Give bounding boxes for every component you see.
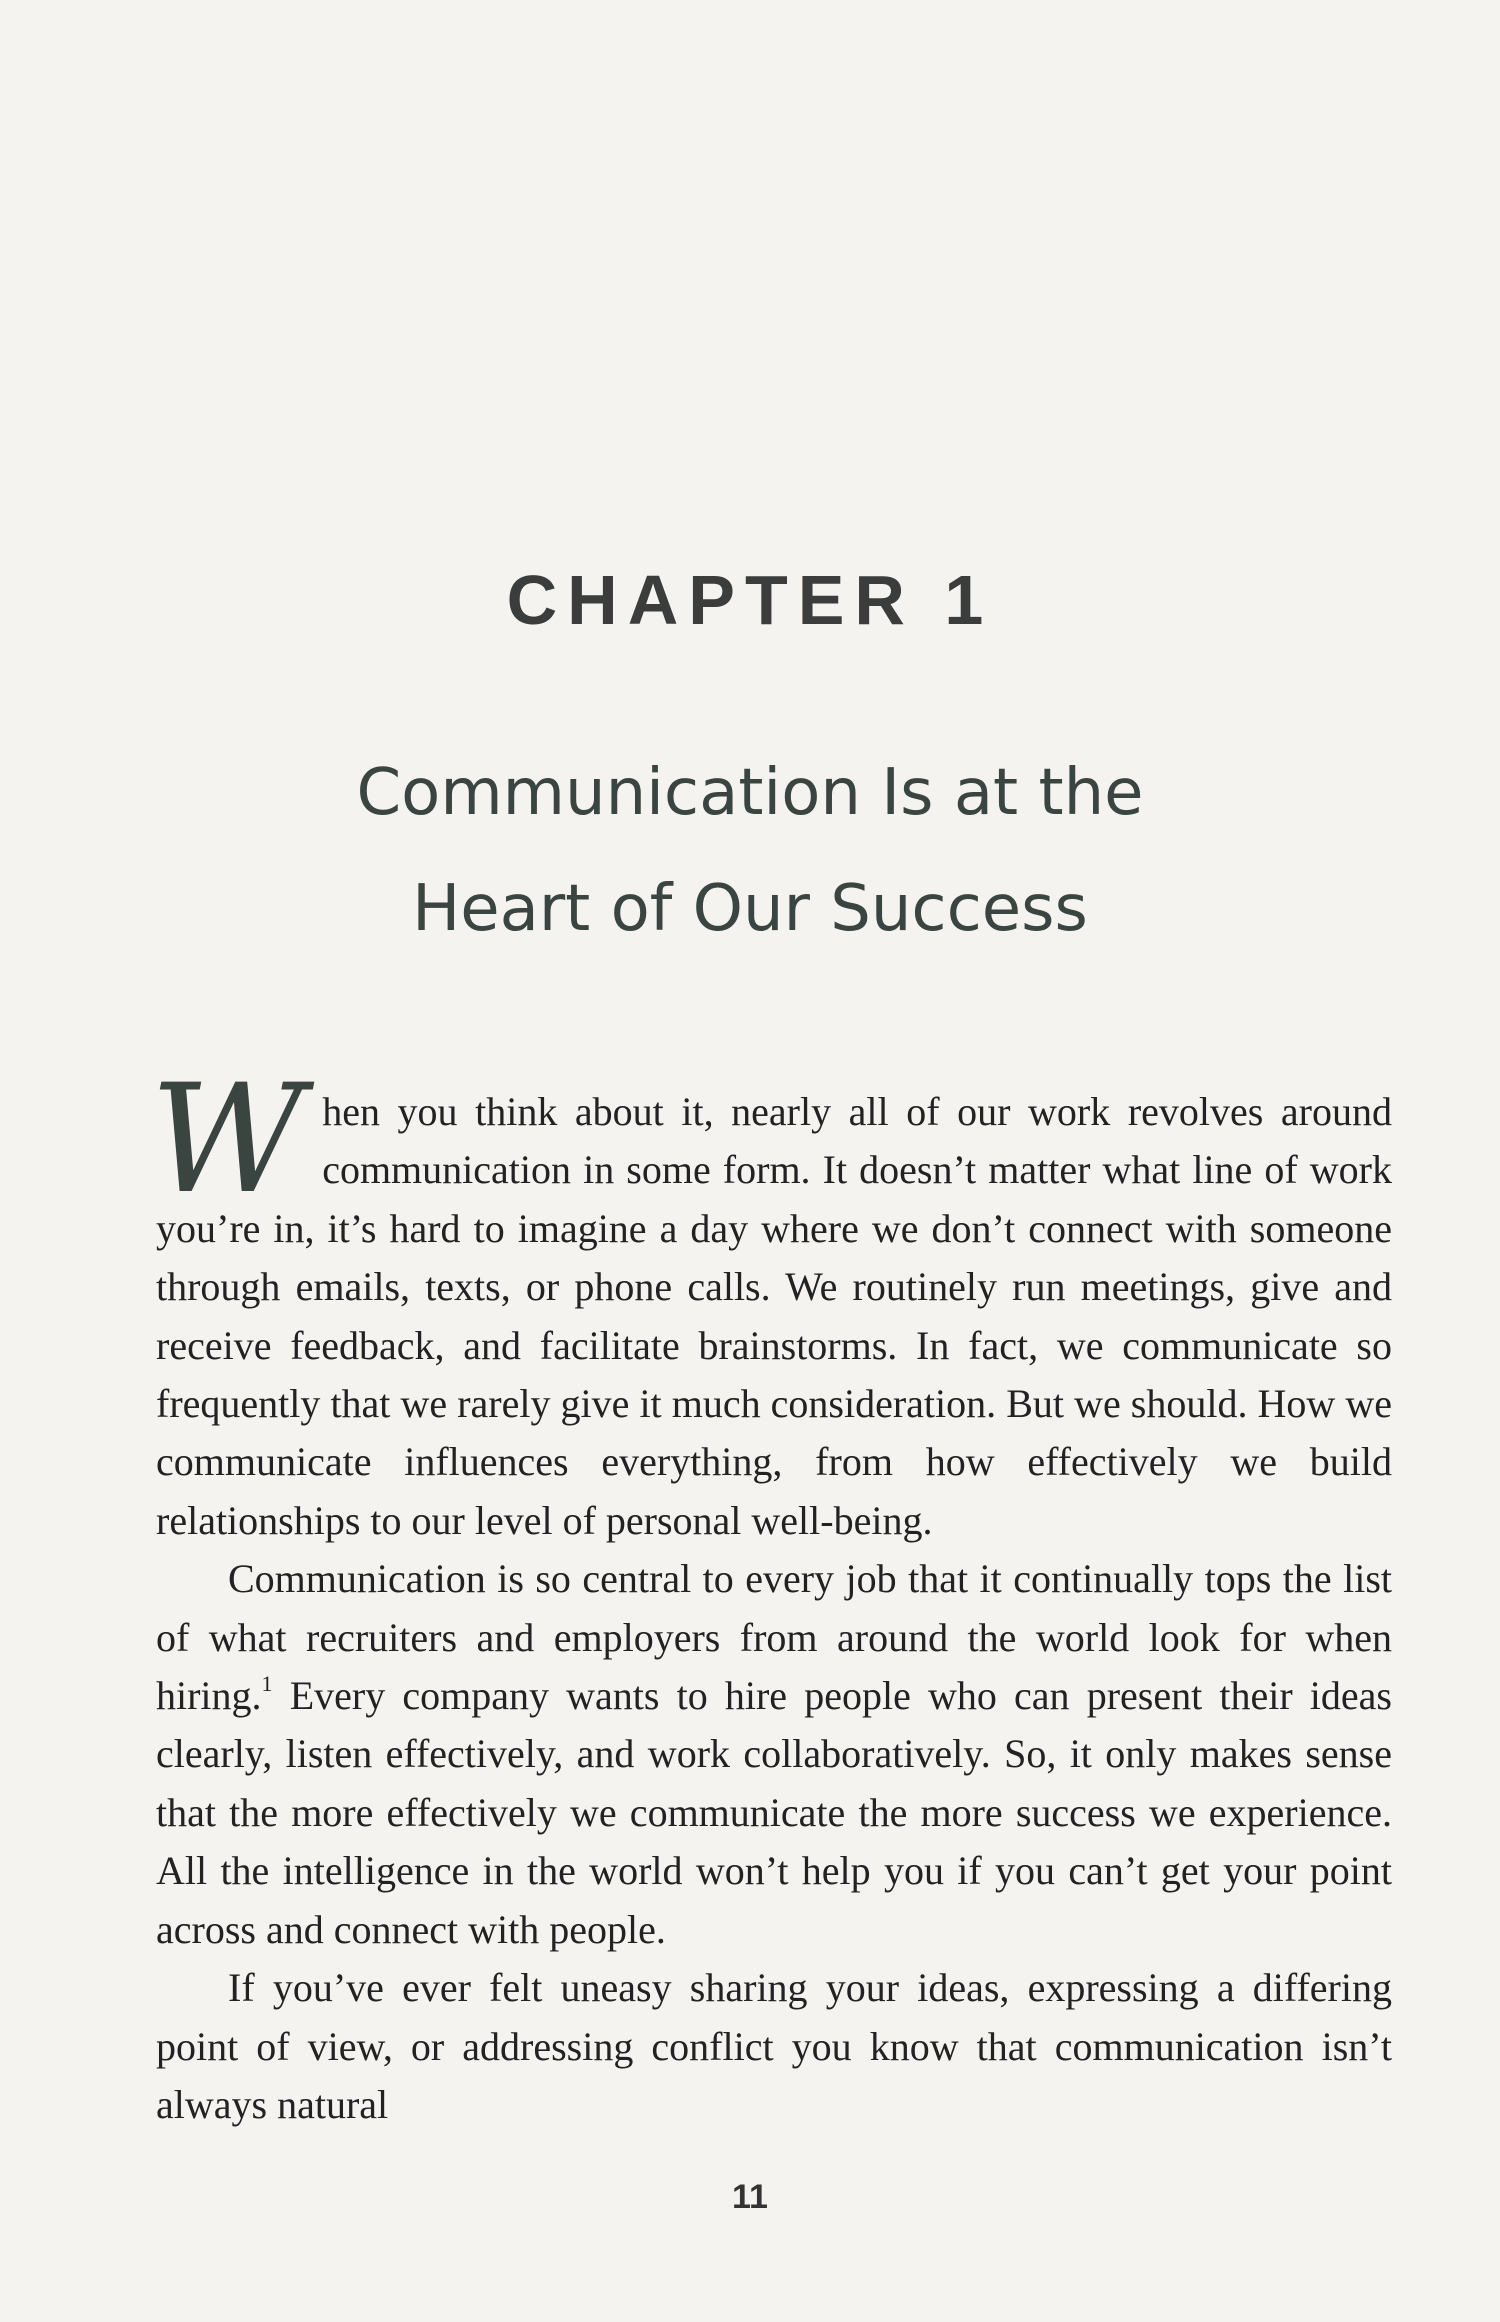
footnote-marker[interactable]: 1: [261, 1671, 273, 1697]
drop-cap: W: [150, 1053, 305, 1227]
chapter-title-line-1: Communication Is at the: [356, 756, 1144, 830]
body-text: [150, 1053, 1392, 2134]
chapter-label: CHAPTER 1: [506, 561, 994, 639]
paragraph-1: [150, 1053, 1392, 1550]
chapter-title-line-2: Heart of Our Success: [412, 872, 1088, 946]
paragraph-3: [156, 1959, 1392, 2134]
paragraph-3-text: If you’ve ever felt uneasy sharing your ideas, expressing a differing point of view, or addressing conflict you know that communication isn’t always natural: [156, 1965, 1392, 2127]
paragraph-2-text-a: Communication is so central to every job that it continually tops the list of what recruiters and employers from around the world look for when hiring.: [156, 1556, 1392, 1719]
paragraph-1-text: hen you think about it, nearly all of our work revolves around communication in some form. It doesn’t matter what line of work you’re in, it’s hard to imagine a day where we don’t connect with someone through emails, texts, or phone calls. We routinely run meetings, give and receive feedback, and facilitate brainstorms. In fact, we communicate so frequently that we rarely give it much consideration. But we should. How we communicate influences everything, from how effectively we build relationships to our level of personal well-being.: [156, 1089, 1392, 1543]
page-number: 11: [732, 2178, 768, 2216]
paragraph-2-text-b: Every company wants to hire people who can present their ideas clearly, listen effectively, and work collaboratively. So, it only makes sense that the more effectively we communicate the more success we experience. All the intelligence in the world won’t help you if you can’t get your point across and connect with people.: [156, 1673, 1392, 1952]
paragraph-2: [156, 1550, 1392, 1959]
chapter-title: [0, 735, 1500, 967]
